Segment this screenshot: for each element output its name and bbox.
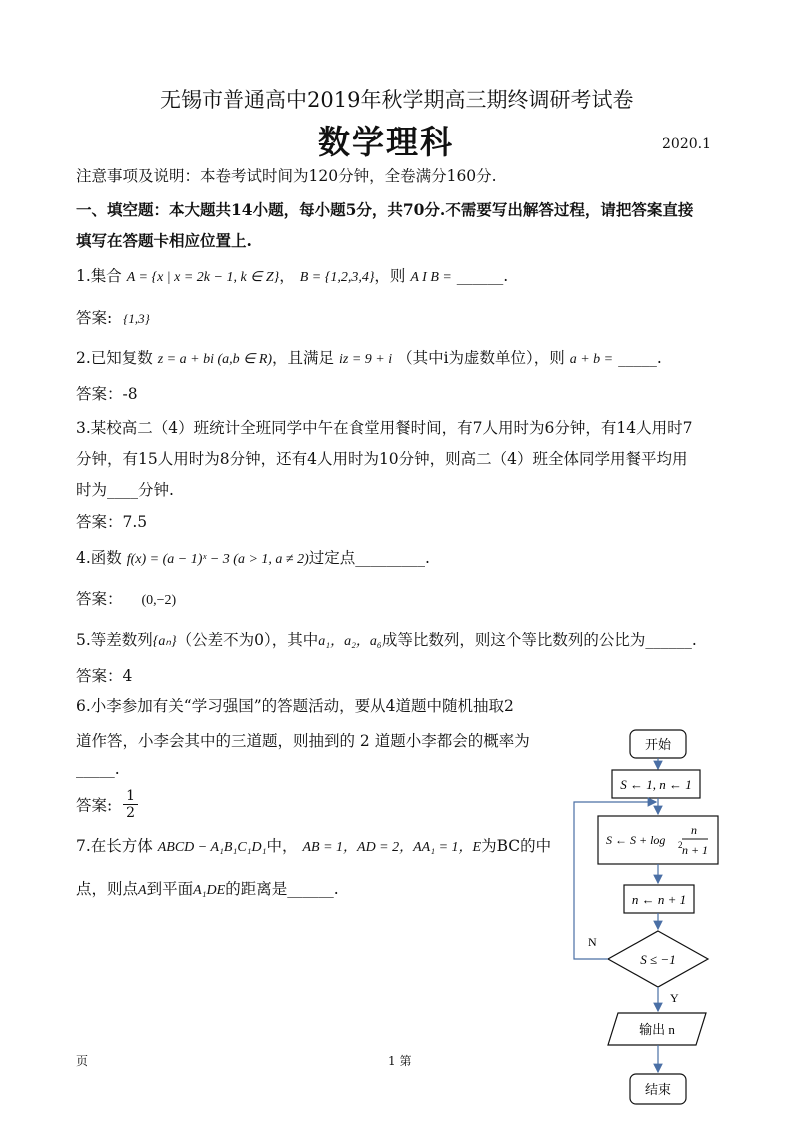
q1-set-a: A = {x | x = 2k − 1, k ∈ Z}	[126, 270, 280, 285]
q5-answer-label: 答案：	[76, 667, 123, 685]
q2-complex: z = a + bi (a,b ∈ R)	[157, 352, 273, 367]
q3-answer-value: 7.5	[122, 513, 148, 531]
q4-function: f(x) = (a − 1)ˣ − 3 (a > 1, a ≠ 2)	[126, 552, 309, 567]
q5-blank: ______.	[645, 631, 697, 649]
section-heading-line1: 一、填空题：本大题共14小题，每小题5分，共70分.不需要写出解答过程，请把答案直接	[76, 200, 694, 219]
q7-line2-a: 点，则点	[76, 880, 139, 898]
q4-rest: 过定点	[308, 549, 356, 567]
q6-answer-numerator: 1	[123, 788, 138, 805]
footer-left: 页	[76, 1054, 89, 1068]
q6-answer-denominator: 2	[126, 805, 136, 821]
flow-fraction-denominator: n + 1	[681, 843, 709, 857]
q7-plane: A₁DE	[193, 883, 226, 898]
q7-line2-c: 的距离是	[225, 880, 288, 898]
q1-answer-label: 答案:	[76, 309, 113, 327]
q2-number: 2.已知复数	[76, 349, 153, 367]
flow-output-label: 输出 n	[639, 1022, 675, 1037]
subject-title: 数学理科	[318, 123, 455, 161]
q3-line-2: 分钟，有15人用时为8分钟，还有4人用时为10分钟，则高二（4）班全体同学用餐平均用	[76, 450, 688, 468]
q4-number: 4.函数	[76, 549, 122, 567]
flowchart	[560, 720, 790, 1120]
q2-mid: ，且满足	[272, 349, 335, 367]
q7-mid: 中，	[266, 837, 298, 855]
flow-log-base: 2	[678, 840, 683, 850]
exam-title: 无锡市普通高中2019年秋学期高三期终调研考试卷	[160, 88, 634, 112]
q5-terms: a₁，a₂，a₆	[318, 634, 382, 649]
q2-answer-label: 答案：	[76, 385, 123, 403]
question-1	[76, 264, 508, 286]
section-heading-line2: 填写在答题卡相应位置上.	[76, 231, 252, 250]
q7-solid: ABCD − A₁B₁C₁D₁	[157, 840, 267, 855]
q4-answer-value: (0,−2)	[141, 593, 177, 608]
question-7-line-2	[76, 877, 339, 899]
flow-end-label: 结束	[644, 1082, 672, 1097]
question-7-line-1	[76, 834, 551, 856]
q2-ask: a + b =	[569, 352, 614, 367]
q6-answer	[76, 788, 138, 821]
exam-date: 2020.1	[662, 136, 711, 152]
q1-set-b: B = {1,2,3,4}	[299, 270, 375, 285]
q3-answer	[76, 510, 147, 532]
q7-line2-b: 到平面	[146, 880, 194, 898]
flow-no-label: N	[588, 935, 597, 949]
q3-answer-label: 答案：	[76, 513, 123, 531]
footer-page-number: 1 第	[388, 1054, 412, 1068]
q4-answer	[76, 587, 176, 609]
q7-number: 7.在长方体	[76, 837, 153, 855]
q2-answer	[76, 382, 138, 404]
flow-fraction-numerator: n	[691, 823, 697, 837]
q1-separator: ，	[279, 267, 295, 285]
q2-equation: iz = 9 + i	[339, 352, 393, 367]
q1-answer	[76, 306, 150, 328]
q1-expression: A I B =	[410, 270, 452, 285]
q2-blank: _____.	[618, 349, 662, 367]
q1-number: 1.集合	[76, 267, 122, 285]
q4-blank: _________.	[355, 549, 430, 567]
q5-answer	[76, 664, 132, 686]
flow-increment-label: n ← n + 1	[631, 892, 687, 907]
q5-number: 5.等差数列	[76, 631, 153, 649]
question-5	[76, 628, 697, 650]
q5-rest: 成等比数列，则这个等比数列的公比为	[381, 631, 646, 649]
q3-line-1: 3.某校高二（4）班统计全班同学中午在食堂用餐时间，有7人用时为6分钟，有14人用时7	[76, 419, 693, 437]
q1-blank: ______.	[456, 267, 509, 285]
question-2	[76, 346, 662, 368]
flow-update-prefix: S ← S + log	[606, 833, 666, 847]
q5-sequence: {aₙ}	[152, 634, 177, 649]
q7-blank: ______.	[287, 880, 339, 898]
q7-conditions: AB = 1，AD = 2，AA₁ = 1，E	[302, 840, 482, 855]
q6-answer-fraction	[123, 788, 138, 821]
q7-rest: 为BC的中	[481, 837, 552, 855]
exam-notice: 注意事项及说明：本卷考试时间为120分钟，全卷满分160分.	[76, 167, 497, 185]
q2-paren: （其中i为虚数单位），则	[397, 349, 565, 367]
flow-condition-label: S ≤ −1	[640, 952, 676, 967]
question-4	[76, 546, 430, 568]
q4-answer-label: 答案：	[76, 590, 123, 608]
flow-yes-label: Y	[670, 991, 679, 1005]
q6-answer-label: 答案:	[76, 796, 113, 815]
flow-init-label: S ← 1, n ← 1	[620, 777, 692, 792]
q1-ask: ，则	[374, 267, 406, 285]
q2-answer-value: -8	[122, 385, 138, 403]
q6-line-2: 道作答，小李会其中的三道题，则抽到的 2 道题小李都会的概率为	[76, 732, 530, 750]
flow-start-label: 开始	[644, 737, 672, 752]
q1-answer-value: {1,3}	[123, 311, 150, 326]
q3-line-3: 时为____分钟.	[76, 481, 174, 499]
q5-answer-value: 4	[122, 667, 133, 685]
q7-point-a: A	[138, 883, 147, 898]
q6-line-1: 6.小李参加有关“学习强国”的答题活动，要从4道题中随机抽取2	[76, 697, 514, 715]
q5-mid: （公差不为0），其中	[176, 631, 319, 649]
q6-line-3: _____.	[76, 760, 120, 778]
